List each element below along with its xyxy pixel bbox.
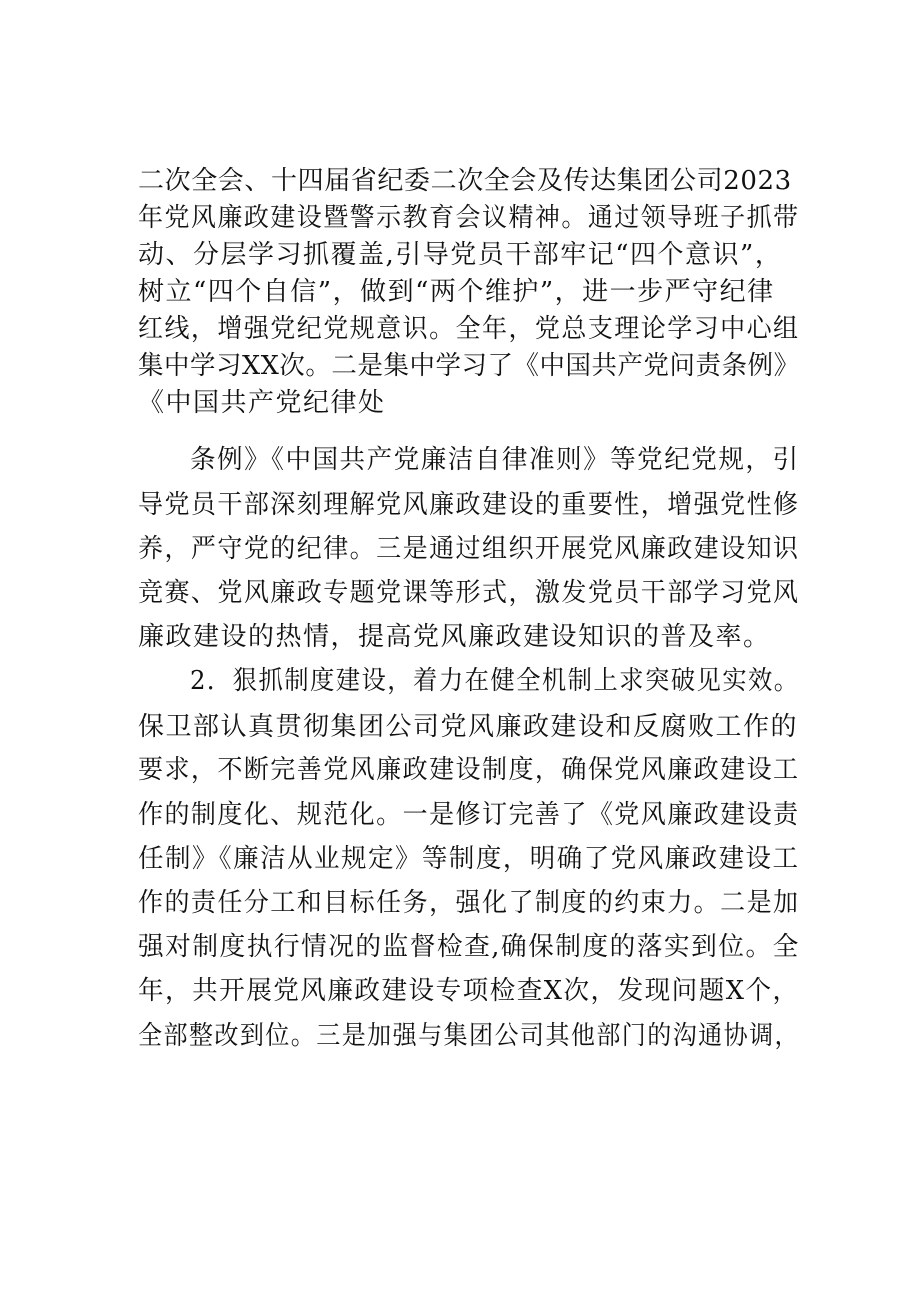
text-line: 集中学习XX次。二是集中学习了《中国共产党问责条例》 [138, 351, 800, 381]
text-line: 要求，不断完善党风廉政建设制度，确保党风廉政建设工 [138, 755, 800, 785]
text-line: 养，严守党的纪律。三是通过组织开展党风廉政建设知识 [138, 534, 800, 564]
text-line: 二次全会、十四届省纪委二次全会及传达集团公司2023 [138, 166, 792, 196]
text-line: 任制》《廉洁从业规定》等制度，明确了党风廉政建设工 [138, 844, 800, 874]
text-line: 年党风廉政建设暨警示教育会议精神。通过领导班子抓带 [138, 203, 800, 233]
text-line: 作的责任分工和目标任务，强化了制度的约束力。二是加 [138, 888, 800, 918]
text-line: 年，共开展党风廉政建设专项检查X次，发现问题X个， [138, 976, 800, 1006]
text-line: 树立“四个自信”，做到“两个维护”，进一步严守纪律 [138, 277, 775, 307]
text-line: 全部整改到位。三是加强与集团公司其他部门的沟通协调， [138, 1021, 801, 1051]
text-line: 条例》《中国共产党廉洁自律准则》等党纪党规，引 [190, 445, 800, 475]
text-line: 红线，增强党纪党规意识。全年，党总支理论学习中心组 [138, 314, 800, 344]
text-line: 导党员干部深刻理解党风廉政建设的重要性，增强党性修 [138, 490, 800, 520]
section-heading: 2．狠抓制度建设，着力在健全机制上求突破见实效。 [190, 666, 800, 696]
text-line: 作的制度化、规范化。一是修订完善了《党风廉政建设责 [138, 800, 800, 830]
text-line: 保卫部认真贯彻集团公司党风廉政建设和反腐败工作的 [138, 712, 799, 742]
text-line: 动、分层学习抓覆盖,引导党员干部牢记“四个意识”， [138, 240, 783, 270]
text-line: 廉政建设的热情，提高党风廉政建设知识的普及率。 [138, 622, 771, 652]
text-line: 《中国共产党纪律处 [138, 388, 386, 418]
text-line: 强对制度执行情况的监督检查,确保制度的落实到位。全 [138, 932, 800, 962]
text-line: 竞赛、党风廉政专题党课等形式，激发党员干部学习党风 [138, 578, 800, 608]
